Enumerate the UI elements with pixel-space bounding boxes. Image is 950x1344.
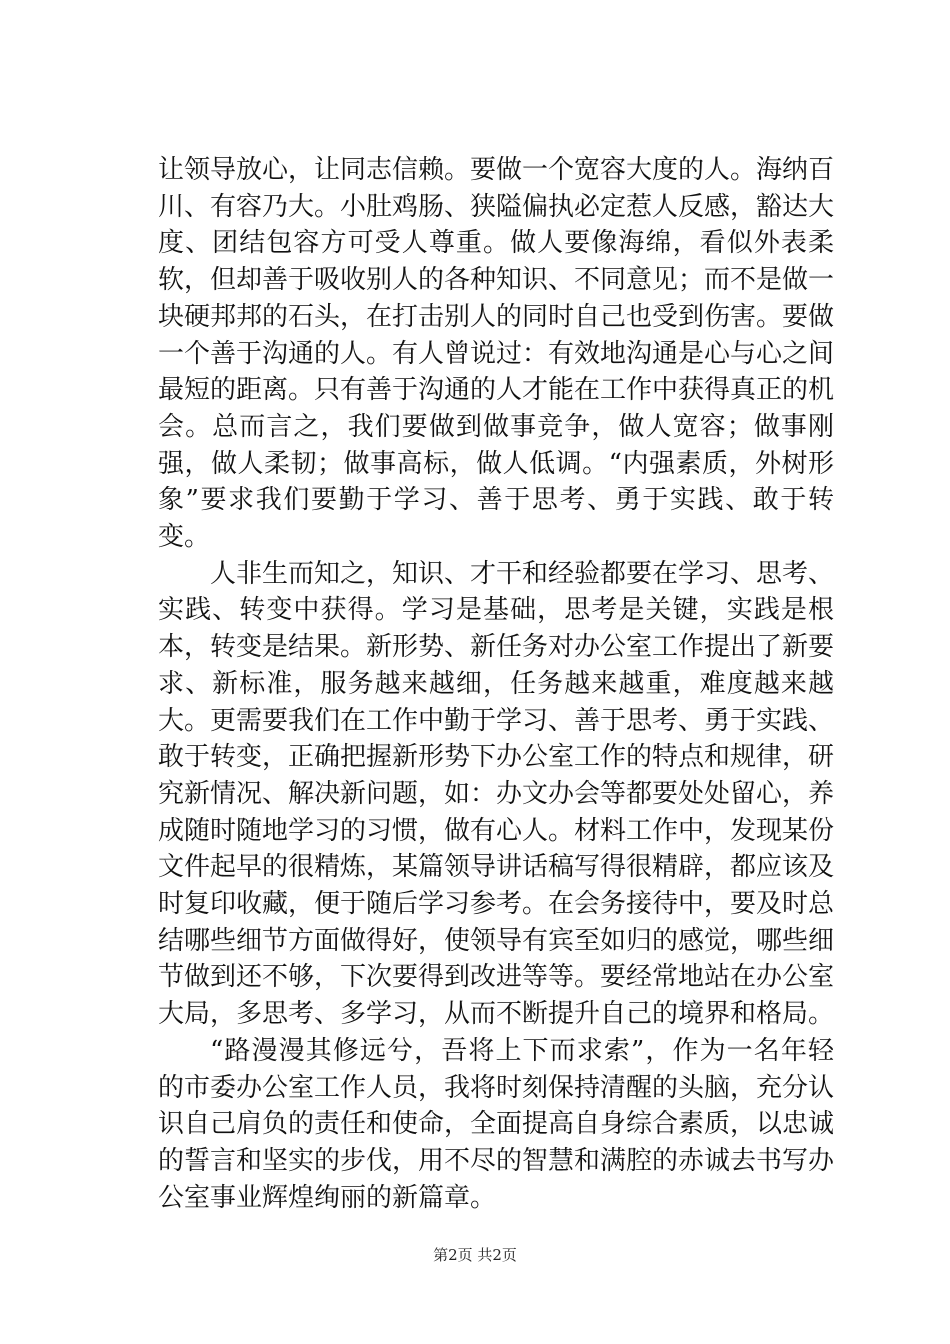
paragraph-conclusion: “路漫漫其修远兮，吾将上下而求索”，作为一名年轻的市委办公室工作人员，我将时刻保持清醒的头脑，充分认识自己肩负的责任和使命，全面提高自身综合素质，以忠诚的誓言和坚实的步伐，用不尽的智慧和满腔的赤诚去书写办公室事业辉煌绚丽的新篇章。 (158, 1035, 835, 1213)
paragraph-continuation: 让领导放心，让同志信赖。要做一个宽容大度的人。海纳百川、有容乃大。小肚鸡肠、狭隘偏执必定惹人反感，豁达大度、团结包容方可受人尊重。做人要像海绵，看似外表柔软，但却善于吸收别人的各种知识、不同意见；而不是做一块硬邦邦的石头，在打击别人的同时自己也受到伤害。要做一个善于沟通的人。有人曾说过：有效地沟通是心与心之间最短的距离。只有善于沟通的人才能在工作中获得真正的机会。总而言之，我们要做到做事竞争，做人宽容；做事刚强，做人柔韧；做事高标，做人低调。“内强素质，外树形象”要求我们要勤于学习、善于思考、勇于实践、敢于转变。 (158, 155, 835, 553)
document-body (158, 152, 834, 1216)
paragraph-learning: 人非生而知之，知识、才干和经验都要在学习、思考、实践、转变中获得。学习是基础，思考是关键，实践是根本，转变是结果。新形势、新任务对办公室工作提出了新要求、新标准，服务越来越细，任务越来越重，难度越来越大。更需要我们在工作中勤于学习、善于思考、勇于实践、敢于转变，正确把握新形势下办公室工作的特点和规律，研究新情况、解决新问题，如：办文办会等都要处处留心，养成随时随地学习的习惯，做有心人。材料工作中，发现某份文件起早的很精炼，某篇领导讲话稿写得很精辟，都应该及时复印收藏，便于随后学习参考。在会务接待中，要及时总结哪些细节方面做得好，使领导有宾至如归的感觉，哪些细节做到还不够，下次要得到改进等等。要经常地站在办公室大局，多思考、多学习，从而不断提升自己的境界和格局。 (158, 558, 835, 1030)
page-number-footer: 第2页 共2页 (433, 1246, 517, 1264)
